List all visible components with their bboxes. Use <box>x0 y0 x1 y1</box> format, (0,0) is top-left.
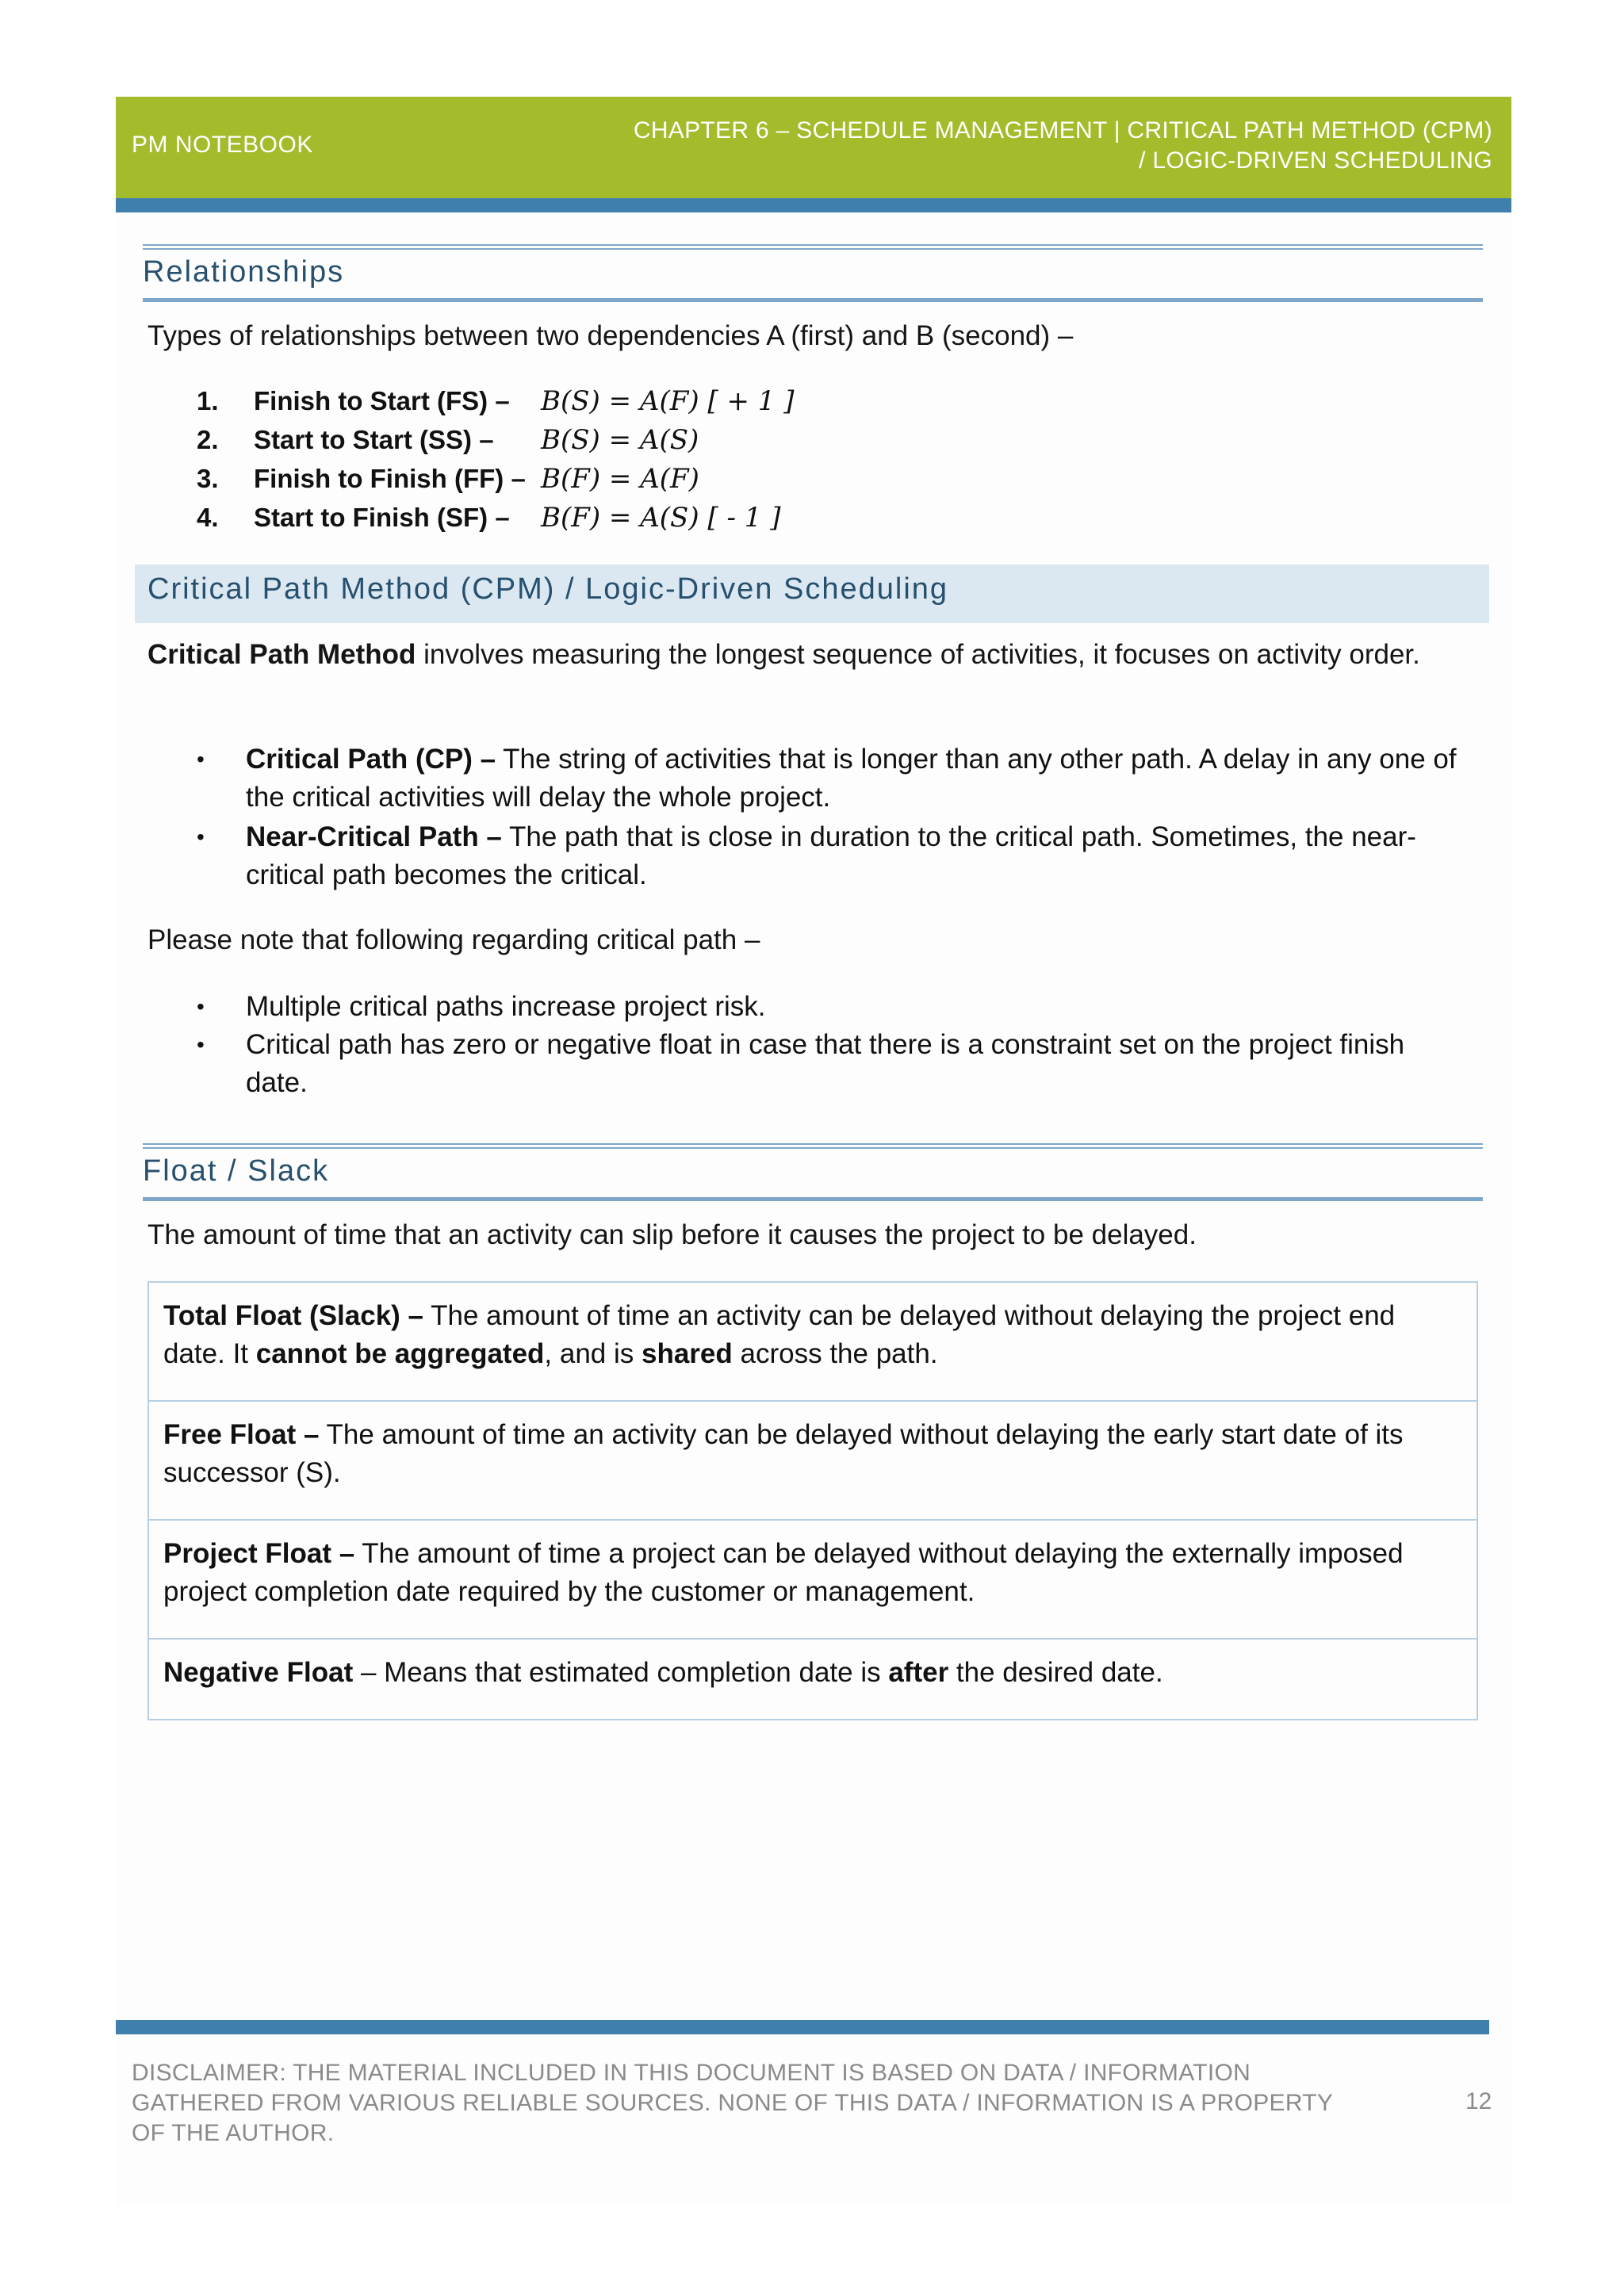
float-text: , and is <box>544 1338 642 1369</box>
bullet-icon: • <box>197 747 205 771</box>
header-stripe <box>116 198 1511 212</box>
disclaimer-line: GATHERED FROM VARIOUS RELIABLE SOURCES. NONE OF THIS DATA / INFORMATION IS A PROPERTY <box>132 2090 1334 2116</box>
section-rule-bottom <box>143 298 1483 302</box>
table-row <box>149 1283 1477 1402</box>
table-row <box>149 1402 1477 1521</box>
bullet-term: Near-Critical Path – <box>246 821 502 852</box>
section-title-float: Float / Slack <box>143 1154 330 1188</box>
list-item <box>197 988 1465 1026</box>
list-item <box>197 740 1465 817</box>
header-chapter-line2: / LOGIC-DRIVEN SCHEDULING <box>1139 147 1492 174</box>
relationship-number: 2. <box>197 425 219 454</box>
bullet-icon: • <box>197 825 205 849</box>
header-notebook-title: PM NOTEBOOK <box>132 132 313 158</box>
section-title-cpm: Critical Path Method (CPM) / Logic-Driven Scheduling <box>147 572 949 606</box>
bullet-icon: • <box>197 994 205 1019</box>
bullet-text: Multiple critical paths increase project risk. <box>246 991 766 1022</box>
footer-disclaimer <box>132 2058 1334 2149</box>
relationship-formula: B(S) = A(S) <box>541 424 699 456</box>
bullet-term: Critical Path (CP) – <box>246 744 496 775</box>
footer-stripe <box>116 2020 1489 2034</box>
float-term: Project Float – <box>163 1538 355 1569</box>
float-emphasis: after <box>888 1657 949 1688</box>
cpm-intro <box>147 636 1480 674</box>
section-title-relationships: Relationships <box>143 255 345 289</box>
disclaimer-line: OF THE AUTHOR. <box>132 2120 335 2146</box>
cpm-note: Please note that following regarding critical path – <box>147 924 760 955</box>
header-chapter-title <box>634 116 1492 176</box>
relationship-number: 1. <box>197 386 219 415</box>
relationship-name: Start to Start (SS) – <box>254 425 494 454</box>
bullet-icon: • <box>197 1032 205 1057</box>
disclaimer-line: DISCLAIMER: THE MATERIAL INCLUDED IN THIS DOCUMENT IS BASED ON DATA / INFORMATION <box>132 2060 1251 2086</box>
page-number: 12 <box>1465 2088 1492 2114</box>
relationship-name: Finish to Finish (FF) – <box>254 464 526 493</box>
section-rule-top <box>143 244 1483 250</box>
table-row <box>149 1640 1477 1719</box>
float-intro: The amount of time that an activity can slip before it causes the project to be delayed. <box>147 1219 1197 1250</box>
relationships-intro: Types of relationships between two dependencies A (first) and B (second) – <box>147 320 1074 351</box>
float-text: the desired date. <box>948 1657 1163 1688</box>
relationship-number: 4. <box>197 503 219 532</box>
float-term: Negative Float <box>163 1657 354 1688</box>
table-row <box>149 1521 1477 1640</box>
relationship-formula: B(S) = A(F) [ + 1 ] <box>541 385 795 417</box>
float-term: Total Float (Slack) – <box>163 1300 424 1331</box>
float-emphasis: shared <box>642 1338 733 1369</box>
float-emphasis: cannot be aggregated <box>255 1338 545 1369</box>
relationship-name: Finish to Start (FS) – <box>254 386 510 415</box>
section-rule-top <box>143 1143 1483 1149</box>
bullet-text: Critical path has zero or negative float in case that there is a constraint set on the project finish date. <box>246 1029 1405 1098</box>
relationship-number: 3. <box>197 464 219 493</box>
float-text: across the path. <box>732 1338 938 1369</box>
bullet-text: The path that is close in duration to the critical path. Sometimes, the near-critical path becomes the critical. <box>246 821 1416 890</box>
bullet-text: The string of activities that is longer than any other path. A delay in any one of the critical activities will delay the whole project. <box>246 744 1457 813</box>
list-item <box>197 818 1465 894</box>
float-text: The amount of time an activity can be delayed without delaying the project end date. It <box>163 1300 1396 1369</box>
section-rule-bottom <box>143 1197 1483 1201</box>
float-text: The amount of time an activity can be delayed without delaying the early start date of its successor (S). <box>163 1419 1404 1488</box>
header-chapter-line1: CHAPTER 6 – SCHEDULE MANAGEMENT | CRITICAL PATH METHOD (CPM) <box>633 117 1492 144</box>
relationship-formula: B(F) = A(F) <box>541 463 699 495</box>
cpm-intro-text: involves measuring the longest sequence of activities, it focuses on activity order. <box>416 639 1420 670</box>
relationship-name: Start to Finish (SF) – <box>254 503 510 532</box>
relationship-formula: B(F) = A(S) [ - 1 ] <box>541 502 781 534</box>
float-text: The amount of time a project can be delayed without delaying the externally imposed project completion date required by the customer or management. <box>163 1538 1404 1607</box>
float-term: Free Float – <box>163 1419 320 1450</box>
float-text: – Means that estimated completion date is <box>353 1657 889 1688</box>
list-item <box>197 1026 1465 1102</box>
float-definitions-table <box>147 1281 1478 1720</box>
cpm-intro-term: Critical Path Method <box>147 639 416 670</box>
